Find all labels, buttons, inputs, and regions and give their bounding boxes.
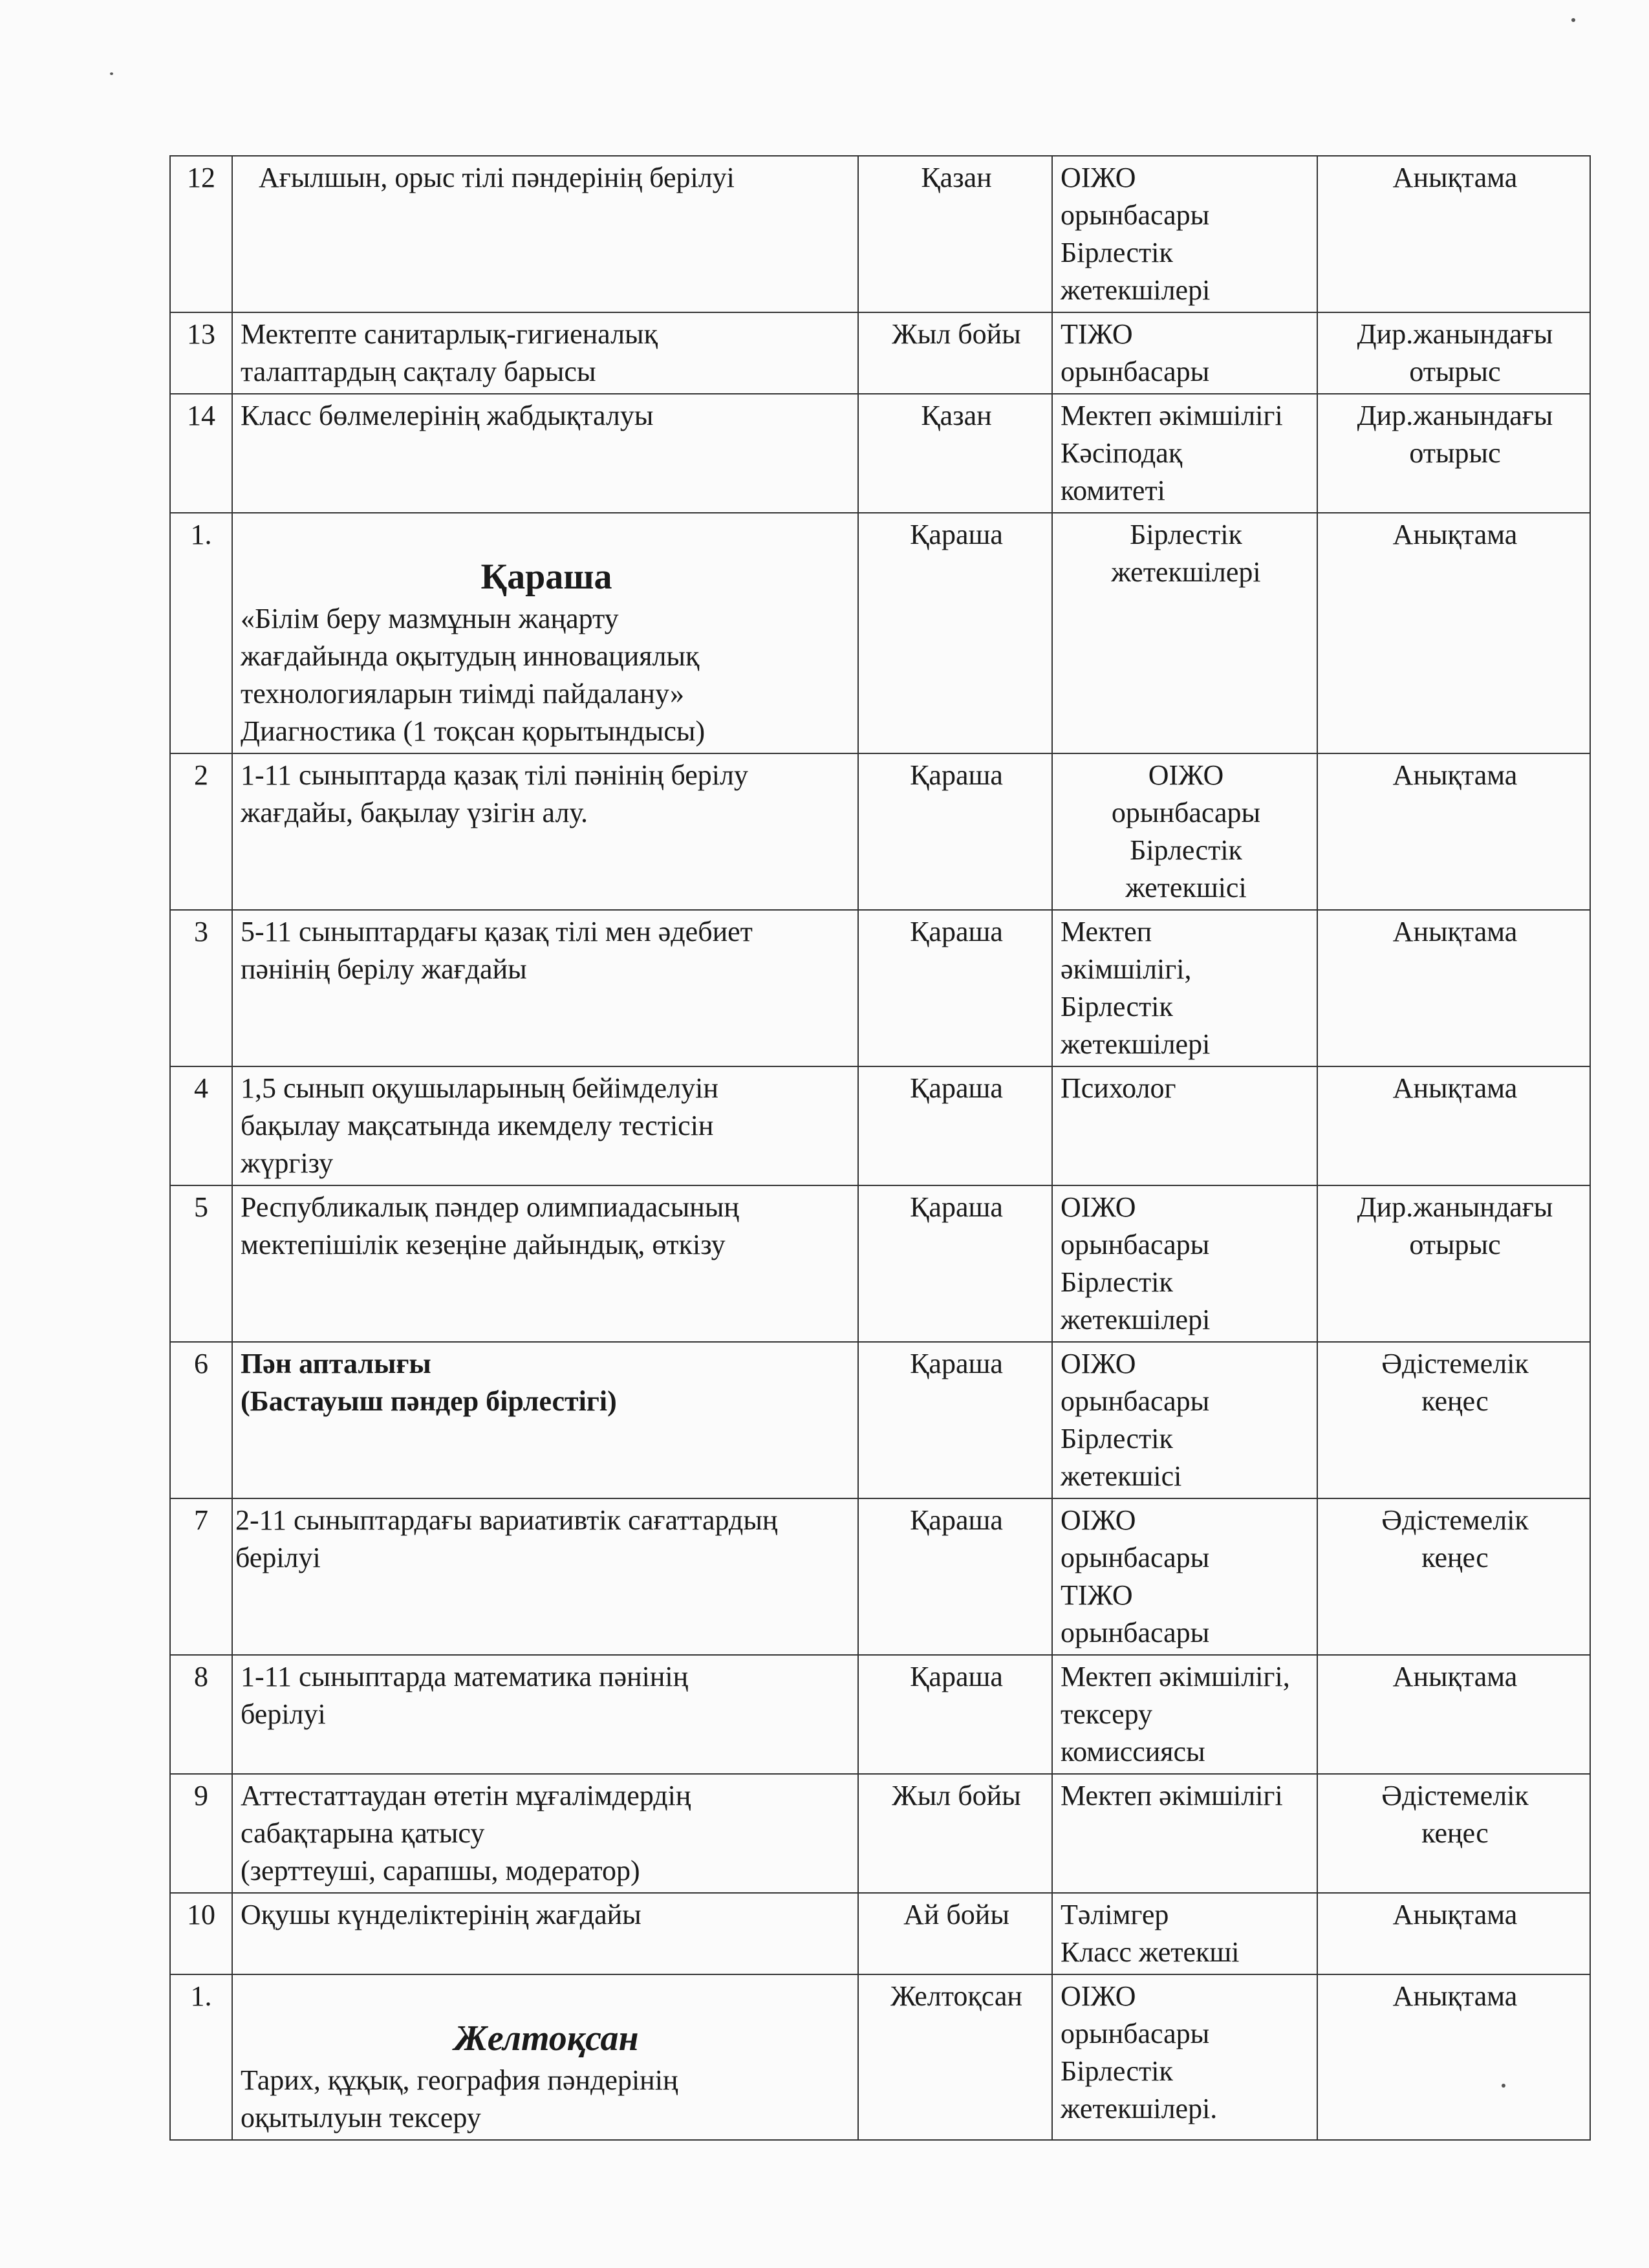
row-number: 5: [170, 1185, 232, 1342]
responsible-cell: ТІЖО орынбасары: [1052, 312, 1317, 394]
scan-speck: [110, 72, 113, 75]
result-cell: Анықтама: [1317, 156, 1590, 312]
responsible-cell: Мектеп әкімшілігі: [1052, 1774, 1317, 1893]
date-cell: Ай бойы: [858, 1893, 1052, 1974]
row-number: 13: [170, 312, 232, 394]
responsible-cell: Бірлестік жетекшілері: [1052, 513, 1317, 753]
responsible-cell: ОІЖО орынбасары Бірлестік жетекшілері: [1052, 1185, 1317, 1342]
date-cell: Қараша: [858, 1185, 1052, 1342]
topic-cell: Мектепте санитарлық-гигиеналық талаптардың сақталу барысы: [232, 312, 858, 394]
result-cell: Анықтама: [1317, 1066, 1590, 1185]
table-row: [170, 513, 1590, 753]
row-number: 10: [170, 1893, 232, 1974]
result-cell: Анықтама: [1317, 1893, 1590, 1974]
date-cell: Қараша: [858, 1342, 1052, 1498]
responsible-cell: Мектеп әкімшілігі Кәсіподақ комитеті: [1052, 394, 1317, 513]
date-cell: Қараша: [858, 753, 1052, 910]
topic-cell: [232, 513, 858, 753]
topic-cell: [232, 1974, 858, 2140]
table-row: [170, 753, 1590, 910]
topic-cell: Республикалық пәндер олимпиадасының мектепішілік кезеңіне дайындық, өткізу: [232, 1185, 858, 1342]
responsible-cell: Мектеп әкімшілігі, тексеру комиссиясы: [1052, 1655, 1317, 1774]
topic-cell: 5-11 сыныптардағы қазақ тілі мен әдебиет пәнінің берілу жағдайы: [232, 910, 858, 1066]
result-cell: Дир.жанындағы отырыс: [1317, 312, 1590, 394]
result-cell: Әдістемелік кеңес: [1317, 1774, 1590, 1893]
date-cell: Қараша: [858, 513, 1052, 753]
row-number: 14: [170, 394, 232, 513]
table-row: [170, 312, 1590, 394]
date-cell: Қараша: [858, 1066, 1052, 1185]
row-number: 6: [170, 1342, 232, 1498]
date-cell: Жыл бойы: [858, 312, 1052, 394]
result-cell: Анықтама: [1317, 1974, 1590, 2140]
row-number: 1.: [170, 513, 232, 753]
topic-cell: Класс бөлмелерінің жабдықталуы: [232, 394, 858, 513]
table-row: [170, 1498, 1590, 1655]
topic-text: Тарих, құқық, география пәндерінің оқытылуын тексеру: [241, 2064, 678, 2133]
month-heading: Желтоқсан: [454, 2018, 639, 2058]
table-row: [170, 394, 1590, 513]
responsible-cell: ОІЖО орынбасары Бірлестік жетекшілері.: [1052, 1974, 1317, 2140]
date-cell: Қараша: [858, 1498, 1052, 1655]
row-number: 9: [170, 1774, 232, 1893]
result-cell: Анықтама: [1317, 753, 1590, 910]
row-number: 8: [170, 1655, 232, 1774]
date-cell: Қараша: [858, 1655, 1052, 1774]
responsible-cell: ОІЖО орынбасары Бірлестік жетекшісі: [1052, 753, 1317, 910]
responsible-cell: Мектеп әкімшілігі, Бірлестік жетекшілері: [1052, 910, 1317, 1066]
topic-cell: 1-11 сыныптарда қазақ тілі пәнінің берілу жағдайы, бақылау үзігін алу.: [232, 753, 858, 910]
topic-cell: 2-11 сыныптардағы вариативтік сағаттардың берілуі: [232, 1498, 858, 1655]
responsible-cell: ОІЖО орынбасары Бірлестік жетекшісі: [1052, 1342, 1317, 1498]
row-number: 12: [170, 156, 232, 312]
month-heading: Қараша: [480, 557, 612, 597]
table-row: [170, 1066, 1590, 1185]
scan-speck: [1571, 18, 1575, 22]
topic-cell: Оқушы күнделіктерінің жағдайы: [232, 1893, 858, 1974]
topic-text: «Білім беру мазмұнын жаңарту жағдайында оқытудың инновациялық технологияларын тиімді пайдалану» Диагностика (1 тоқсан қорытындысы): [241, 603, 706, 747]
topic-cell: Ағылшын, орыс тілі пәндерінің берілуі: [232, 156, 858, 312]
table-row: [170, 156, 1590, 312]
topic-cell: Аттестаттаудан өтетін мұғалімдердің сабақтарына қатысу (зерттеуші, сарапшы, модератор): [232, 1774, 858, 1893]
date-cell: Жыл бойы: [858, 1774, 1052, 1893]
topic-cell: 1-11 сыныптарда математика пәнінің берілуі: [232, 1655, 858, 1774]
result-cell: Дир.жанындағы отырыс: [1317, 394, 1590, 513]
row-number: 7: [170, 1498, 232, 1655]
table-row: [170, 910, 1590, 1066]
topic-cell: 1,5 сынып оқушыларының бейімделуін бақылау мақсатында икемделу тестісін жүргізу: [232, 1066, 858, 1185]
row-number: 4: [170, 1066, 232, 1185]
row-number: 1.: [170, 1974, 232, 2140]
result-cell: Анықтама: [1317, 513, 1590, 753]
result-cell: Дир.жанындағы отырыс: [1317, 1185, 1590, 1342]
table-row: [170, 1342, 1590, 1498]
date-cell: Желтоқсан: [858, 1974, 1052, 2140]
responsible-cell: ОІЖО орынбасары ТІЖО орынбасары: [1052, 1498, 1317, 1655]
table-row: [170, 1655, 1590, 1774]
table-row: [170, 1893, 1590, 1974]
responsible-cell: Тәлімгер Класс жетекші: [1052, 1893, 1317, 1974]
control-plan-table: [169, 155, 1591, 2141]
date-cell: Қазан: [858, 394, 1052, 513]
row-number: 2: [170, 753, 232, 910]
result-cell: Анықтама: [1317, 910, 1590, 1066]
row-number: 3: [170, 910, 232, 1066]
scan-speck: [1502, 2084, 1505, 2088]
topic-cell: Пән апталығы (Бастауыш пәндер бірлестігі): [232, 1342, 858, 1498]
result-cell: Әдістемелік кеңес: [1317, 1498, 1590, 1655]
result-cell: Анықтама: [1317, 1655, 1590, 1774]
date-cell: Қазан: [858, 156, 1052, 312]
responsible-cell: Психолог: [1052, 1066, 1317, 1185]
result-cell: Әдістемелік кеңес: [1317, 1342, 1590, 1498]
table-row: [170, 1185, 1590, 1342]
table-row: [170, 1974, 1590, 2140]
date-cell: Қараша: [858, 910, 1052, 1066]
responsible-cell: ОІЖО орынбасары Бірлестік жетекшілері: [1052, 156, 1317, 312]
table-row: [170, 1774, 1590, 1893]
